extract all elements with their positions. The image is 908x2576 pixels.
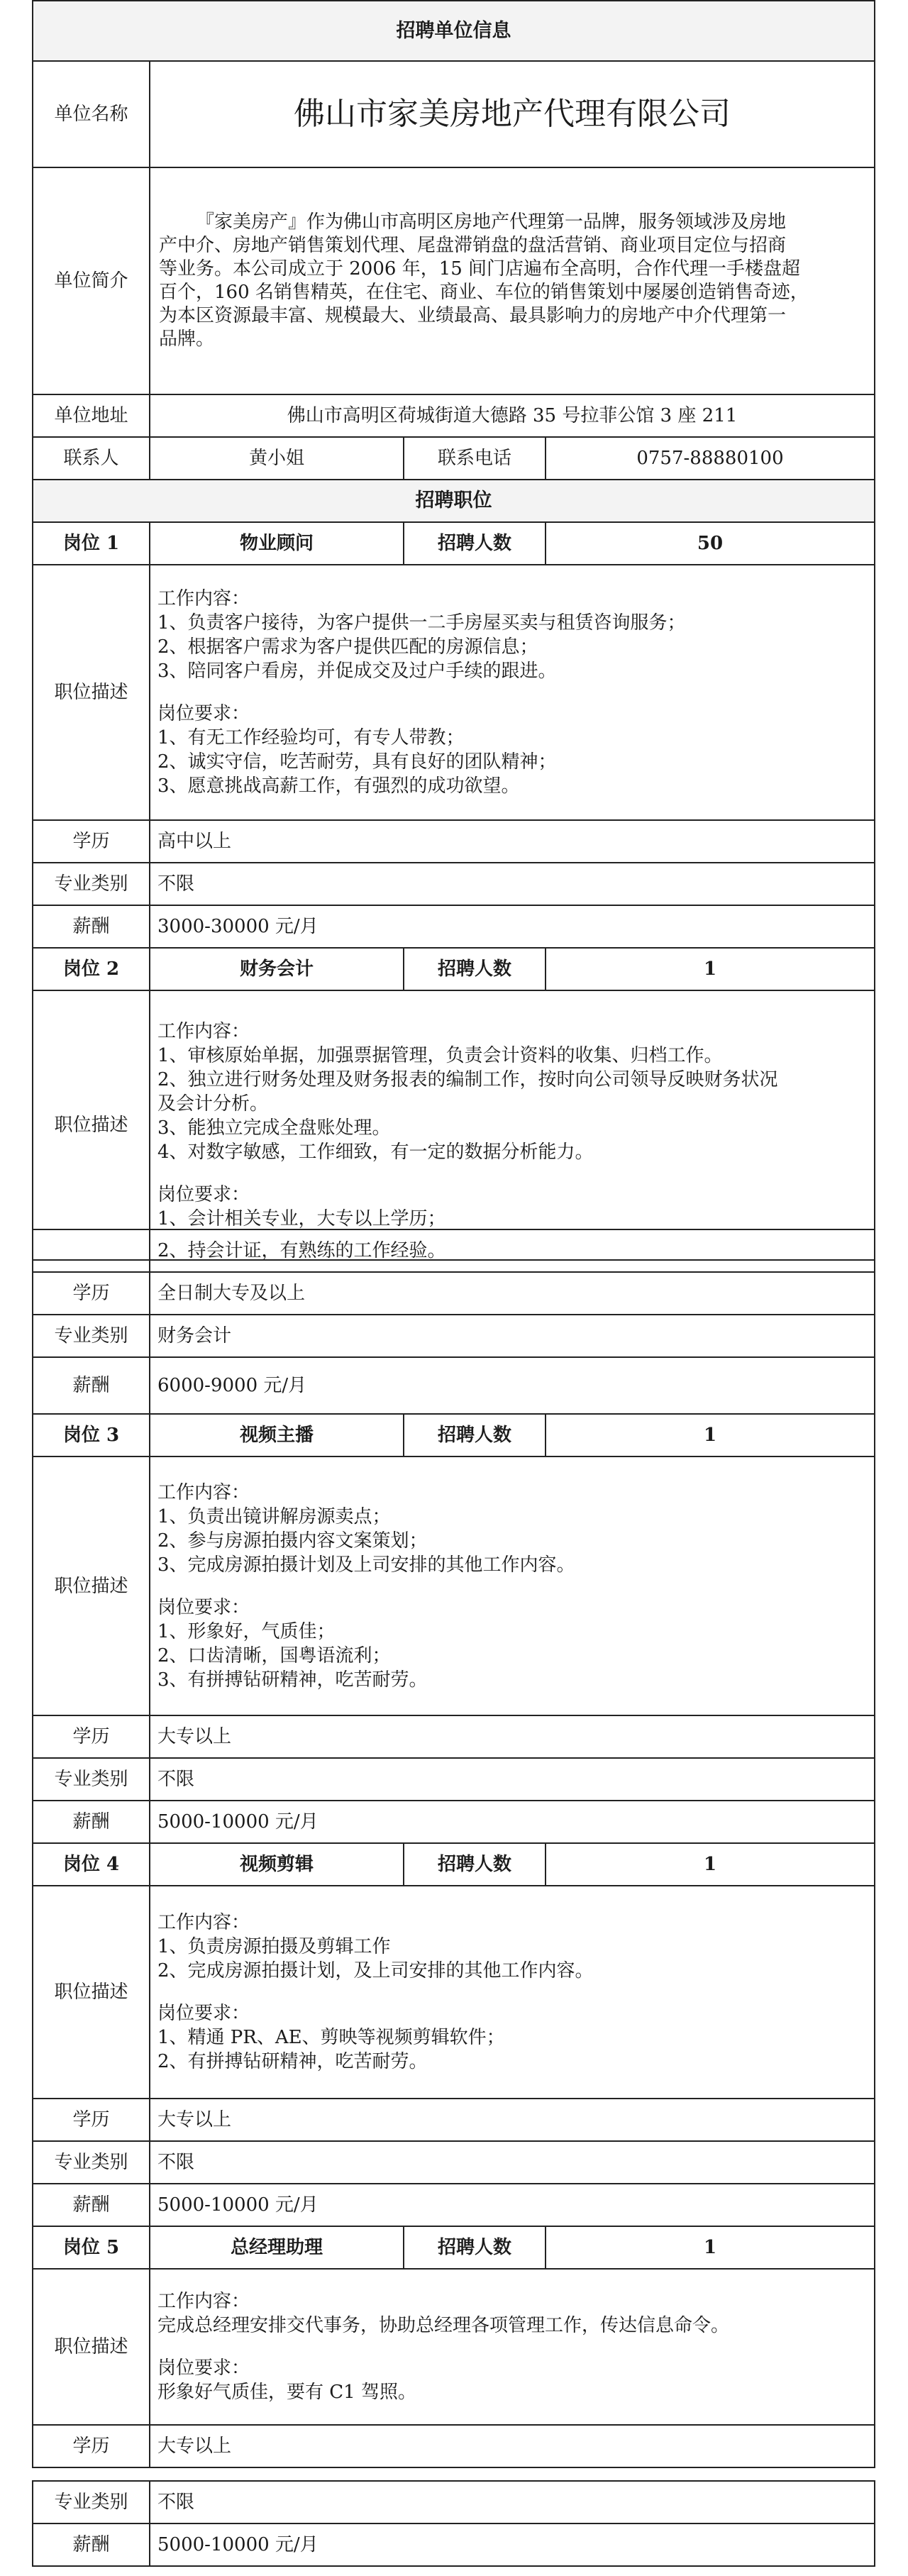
job-major: 财务会计 [150, 1315, 875, 1357]
company-address: 佛山市高明区荷城街道大德路 35 号拉菲公馆 3 座 211 [150, 394, 875, 437]
job-position-label: 岗位 3 [33, 1414, 150, 1456]
company-name-label: 单位名称 [33, 61, 150, 167]
job-position-label: 岗位 4 [33, 1843, 150, 1886]
desc-continued-label-cell [33, 1229, 150, 1272]
requirement-item: 2、有拼搏钻研精神，吃苦耐劳。 [157, 2051, 428, 2072]
job-header-row [33, 1843, 875, 1886]
intro-line: 百个，160 名销售精英，在住宅、商业、车位的销售策划中屡屡创造销售奇迹， [159, 282, 809, 303]
duty-item: 完成总经理安排交代事务，协助总经理各项管理工作，传达信息命令。 [157, 2315, 730, 2336]
salary-label: 薪酬 [33, 1357, 150, 1414]
salary-label: 薪酬 [33, 2524, 150, 2566]
job-headcount: 1 [546, 1414, 875, 1456]
job-salary: 5000-10000 元/月 [150, 1801, 875, 1843]
duty-item: 3、能独立完成全盘账处理。 [157, 1117, 391, 1139]
desc-label: 职位描述 [33, 990, 150, 1260]
job-header-row [33, 522, 875, 565]
job-description [150, 2269, 875, 2425]
recruitment-table-page-2 [32, 1229, 875, 2468]
major-label: 专业类别 [33, 1758, 150, 1801]
job-education: 大专以上 [150, 2099, 875, 2141]
intro-line: 品牌。 [159, 328, 215, 350]
job-major: 不限 [150, 863, 875, 905]
requirements-title: 岗位要求： [157, 2003, 250, 2024]
job-title: 总经理助理 [150, 2226, 404, 2269]
company-name: 佛山市家美房地产代理有限公司 [150, 61, 875, 167]
requirements-title: 岗位要求： [157, 2357, 250, 2379]
address-label: 单位地址 [33, 394, 150, 437]
education-label: 学历 [33, 1272, 150, 1315]
job-title: 物业顾问 [150, 522, 404, 565]
job-title: 财务会计 [150, 948, 404, 990]
headcount-label: 招聘人数 [404, 948, 546, 990]
job-headcount: 1 [546, 1843, 875, 1886]
duty-item: 2、根据客户需求为客户提供匹配的房源信息； [157, 636, 538, 658]
job-major: 不限 [150, 1758, 875, 1801]
requirement-item: 3、有拼搏钻研精神，吃苦耐劳。 [157, 1669, 428, 1691]
recruitment-table-page-1 [32, 0, 875, 1261]
major-label: 专业类别 [33, 1315, 150, 1357]
duty-item: 1、审核原始单据，加强票据管理，负责会计资料的收集、归档工作。 [157, 1045, 723, 1066]
requirement-item: 1、形象好，气质佳； [157, 1620, 336, 1642]
duties-title: 工作内容： [157, 588, 250, 609]
major-label: 专业类别 [33, 2141, 150, 2184]
job-title: 视频剪辑 [150, 1843, 404, 1886]
job-description [150, 1456, 875, 1715]
duty-item: 4、对数字敏感，工作细致，有一定的数据分析能力。 [157, 1141, 594, 1163]
duties-title: 工作内容： [157, 1912, 250, 1933]
company-intro [150, 167, 875, 394]
job-header-row [33, 2226, 875, 2269]
job-header-row [33, 1414, 875, 1456]
intro-line: 等业务。本公司成立于 2006 年，15 间门店遍布全高明，合作代理一手楼盘超 [159, 258, 801, 280]
headcount-label: 招聘人数 [404, 1843, 546, 1886]
requirement-item: 1、会计相关专业，大专以上学历； [157, 1208, 446, 1229]
recruitment-table-page-3 [32, 2480, 875, 2567]
duty-item: 2、独立进行财务处理及财务报表的编制工作，按时向公司领导反映财务状况 [157, 1069, 778, 1090]
job-education: 全日制大专及以上 [150, 1272, 875, 1315]
duties-title: 工作内容： [157, 1021, 250, 1042]
job-header-row [33, 948, 875, 990]
job-salary: 5000-10000 元/月 [150, 2184, 875, 2226]
education-label: 学历 [33, 1715, 150, 1758]
job-salary: 6000-9000 元/月 [150, 1357, 875, 1414]
job-description [150, 565, 875, 820]
salary-label: 薪酬 [33, 1801, 150, 1843]
education-label: 学历 [33, 2425, 150, 2467]
job-description [150, 990, 875, 1260]
duty-item: 及会计分析。 [157, 1093, 269, 1115]
headcount-label: 招聘人数 [404, 1414, 546, 1456]
job-description [150, 1886, 875, 2099]
job-position-label: 岗位 1 [33, 522, 150, 565]
section-company-info: 招聘单位信息 [33, 1, 875, 61]
duty-item: 2、参与房源拍摄内容文案策划； [157, 1530, 428, 1552]
section-jobs: 招聘职位 [33, 480, 875, 522]
duty-item: 1、负责房源拍摄及剪辑工作 [157, 1936, 391, 1957]
requirements-title: 岗位要求： [157, 703, 250, 724]
education-label: 学历 [33, 2099, 150, 2141]
requirement-item: 1、精通 PR、AE、剪映等视频剪辑软件； [157, 2027, 505, 2048]
major-label: 专业类别 [33, 863, 150, 905]
phone-label: 联系电话 [404, 437, 546, 480]
job-salary: 3000-30000 元/月 [150, 905, 875, 948]
requirement-item: 形象好气质佳，要有 C1 驾照。 [157, 2382, 416, 2403]
intro-line: 『家美房产』作为佛山市高明区房地产代理第一品牌，服务领域涉及房地 [196, 211, 787, 233]
education-label: 学历 [33, 820, 150, 863]
duty-item: 1、负责客户接待，为客户提供一二手房屋买卖与租赁咨询服务； [157, 612, 686, 634]
duties-title: 工作内容： [157, 1481, 250, 1503]
job-title: 视频主播 [150, 1414, 404, 1456]
company-intro-label: 单位简介 [33, 167, 150, 394]
duties-title: 工作内容： [157, 2291, 250, 2312]
contact-label: 联系人 [33, 437, 150, 480]
headcount-label: 招聘人数 [404, 2226, 546, 2269]
requirement-item: 2、诚实守信，吃苦耐劳，具有良好的团队精神； [157, 751, 557, 773]
desc-label: 职位描述 [33, 1886, 150, 2099]
job-salary: 5000-10000 元/月 [150, 2524, 875, 2566]
major-label: 专业类别 [33, 2481, 150, 2524]
desc-label: 职位描述 [33, 2269, 150, 2425]
job-position-label: 岗位 5 [33, 2226, 150, 2269]
duty-item: 3、陪同客户看房，并促成交及过户手续的跟进。 [157, 660, 557, 682]
intro-line: 产中介、房地产销售策划代理、尾盘滞销盘的盘活营销、商业项目定位与招商 [159, 235, 787, 256]
requirement-item: 2、口齿清晰，国粤语流利； [157, 1644, 391, 1666]
job-education: 高中以上 [150, 820, 875, 863]
intro-line: 为本区资源最丰富、规模最大、业绩最高、最具影响力的房地产中介代理第一 [159, 305, 787, 326]
headcount-label: 招聘人数 [404, 522, 546, 565]
job-position-label: 岗位 2 [33, 948, 150, 990]
requirements-title: 岗位要求： [157, 1184, 250, 1205]
job-headcount: 50 [546, 522, 875, 565]
desc-label: 职位描述 [33, 1456, 150, 1715]
requirement-item: 1、有无工作经验均可，有专人带教； [157, 727, 465, 748]
duty-item: 3、完成房源拍摄计划及上司安排的其他工作内容。 [157, 1554, 575, 1576]
salary-label: 薪酬 [33, 2184, 150, 2226]
job-education: 大专以上 [150, 1715, 875, 1758]
duty-item: 1、负责出镜讲解房源卖点； [157, 1505, 391, 1527]
salary-label: 薪酬 [33, 905, 150, 948]
duty-item: 2、完成房源拍摄计划，及上司安排的其他工作内容。 [157, 1960, 594, 1981]
job-major: 不限 [150, 2141, 875, 2184]
desc-label: 职位描述 [33, 565, 150, 820]
contact-phone: 0757-88880100 [546, 437, 875, 480]
job-headcount: 1 [546, 948, 875, 990]
job-education: 大专以上 [150, 2425, 875, 2467]
job-description-continued: 2、持会计证，有熟练的工作经验。 [150, 1229, 875, 1272]
contact-person: 黄小姐 [150, 437, 404, 480]
requirement-item: 3、愿意挑战高薪工作，有强烈的成功欲望。 [157, 775, 520, 797]
job-major: 不限 [150, 2481, 875, 2524]
requirements-title: 岗位要求： [157, 1596, 250, 1618]
job-headcount: 1 [546, 2226, 875, 2269]
